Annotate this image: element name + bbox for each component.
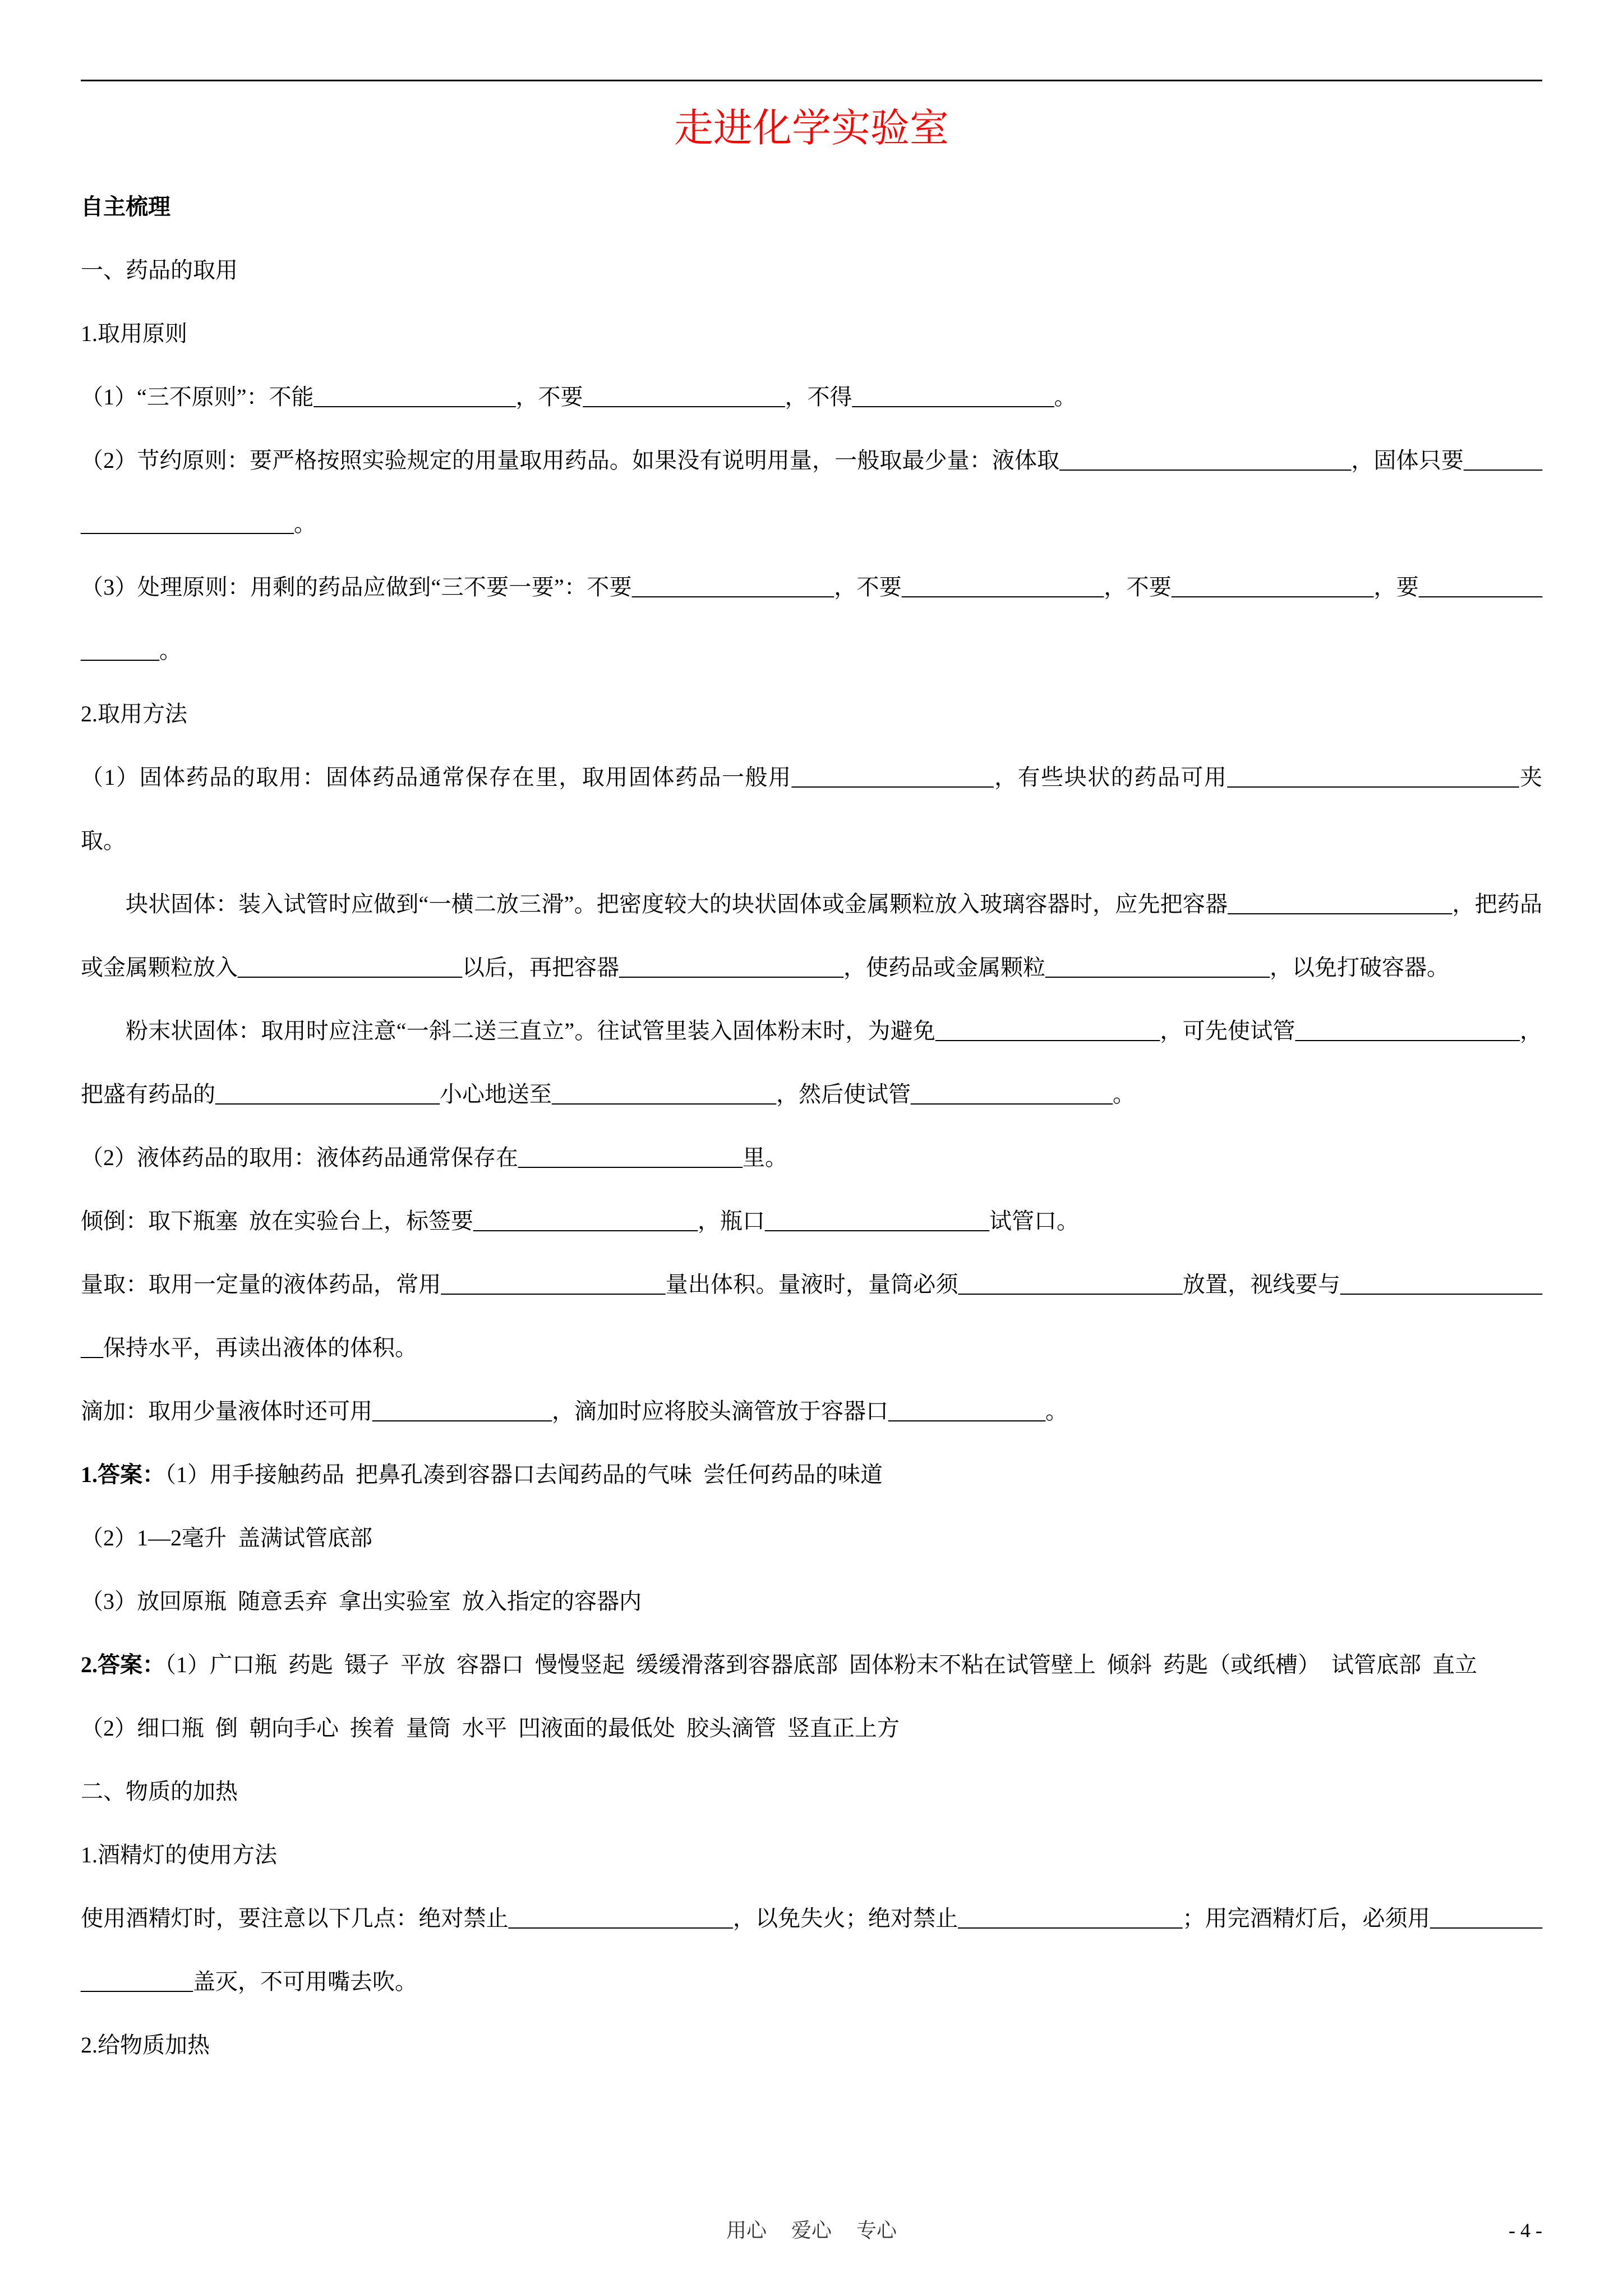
paragraph: 倾倒：取下瓶塞 放在实验台上，标签要____________________，瓶口____________________试管口。 — [81, 1208, 1079, 1234]
paragraph: （2）节约原则：要严格按照实验规定的用量取用药品。如果没有说明用量，一般取最少量：液体取__________________________，固体只要__________________________。 — [81, 448, 1542, 536]
page-number: - 4 - — [1509, 2219, 1542, 2242]
paragraph: 粉末状固体：取用时应注意“一斜二送三直立”。往试管里装入固体粉末时，为避免____________________，可先使试管____________________，把盛有药品的____________________小心地送至____________________，然后使试管__________________。 — [81, 1018, 1542, 1107]
document-title: 走进化学实验室 — [674, 107, 949, 150]
header-divider — [81, 80, 1542, 81]
paragraph: 1.答案：（1）用手接触药品 把鼻孔凑到容器口去闻药品的气味 尝任何药品的味道 — [81, 1462, 883, 1487]
paragraph: （2）1—2毫升 盖满试管底部 — [81, 1525, 372, 1550]
paragraph: 2.给物质加热 — [81, 2032, 210, 2058]
paragraph: 1.酒精灯的使用方法 — [81, 1842, 277, 1867]
footer-motto-word: 爱心 — [791, 2219, 832, 2242]
document-body — [81, 175, 1542, 2077]
footer-motto-word: 用心 — [726, 2219, 767, 2242]
paragraph: （2）液体药品的取用：液体药品通常保存在____________________里。 — [81, 1145, 787, 1170]
paragraph: 2.答案：（1）广口瓶 药匙 镊子 平放 容器口 慢慢竖起 缓缓滑落到容器底部 固体粉末不粘在试管壁上 倾斜 药匙（或纸槽） 试管底部 直立 — [81, 1652, 1477, 1677]
paragraph: 二、物质的加热 — [81, 1779, 238, 1804]
paragraph: 自主梳理 — [81, 194, 170, 219]
paragraph-bold-prefix: 2.答案： — [81, 1652, 165, 1677]
paragraph: 使用酒精灯时，要注意以下几点：绝对禁止____________________，以免失火；绝对禁止____________________；用完酒精灯后，必须用____________________盖灭，不可用嘴去吹。 — [81, 1906, 1542, 1994]
paragraph: 量取：取用一定量的液体药品，常用____________________量出体积。量液时，量筒必须____________________放置，视线要与____________________保持水平，再读出液体的体积。 — [81, 1272, 1542, 1360]
paragraph: 一、药品的取用 — [81, 257, 238, 283]
paragraph: 块状固体：装入试管时应做到“一横二放三滑”。把密度较大的块状固体或金属颗粒放入玻璃容器时，应先把容器____________________，把药品或金属颗粒放入____________________以后，再把容器____________________，使药品或金属颗粒____________________，以免打破容器。 — [81, 891, 1542, 980]
page-footer — [81, 2216, 1542, 2244]
footer-motto — [81, 2216, 1542, 2244]
paragraph: （3）处理原则：用剩的药品应做到“三不要一要”：不要__________________，不要__________________，不要__________________，要__________________。 — [81, 574, 1542, 663]
paragraph: （2）细口瓶 倒 朝向手心 挨着 量筒 水平 凹液面的最低处 胶头滴管 竖直正上方 — [81, 1715, 900, 1741]
paragraph: （1）“三不原则”：不能__________________，不要__________________，不得__________________。 — [81, 384, 1077, 409]
paragraph: 滴加：取用少量液体时还可用________________，滴加时应将胶头滴管放于容器口______________。 — [81, 1398, 1068, 1424]
paragraph-bold-prefix: 1.答案： — [81, 1462, 165, 1487]
paragraph: 1.取用原则 — [81, 321, 187, 346]
paragraph: 2.取用方法 — [81, 701, 187, 726]
paragraph: （1）固体药品的取用：固体药品通常保存在里，取用固体药品一般用__________________，有些块状的药品可用__________________________夹取。 — [81, 765, 1542, 853]
paragraph: （3）放回原瓶 随意丢弃 拿出实验室 放入指定的容器内 — [81, 1589, 642, 1614]
footer-motto-word: 专心 — [856, 2219, 897, 2242]
